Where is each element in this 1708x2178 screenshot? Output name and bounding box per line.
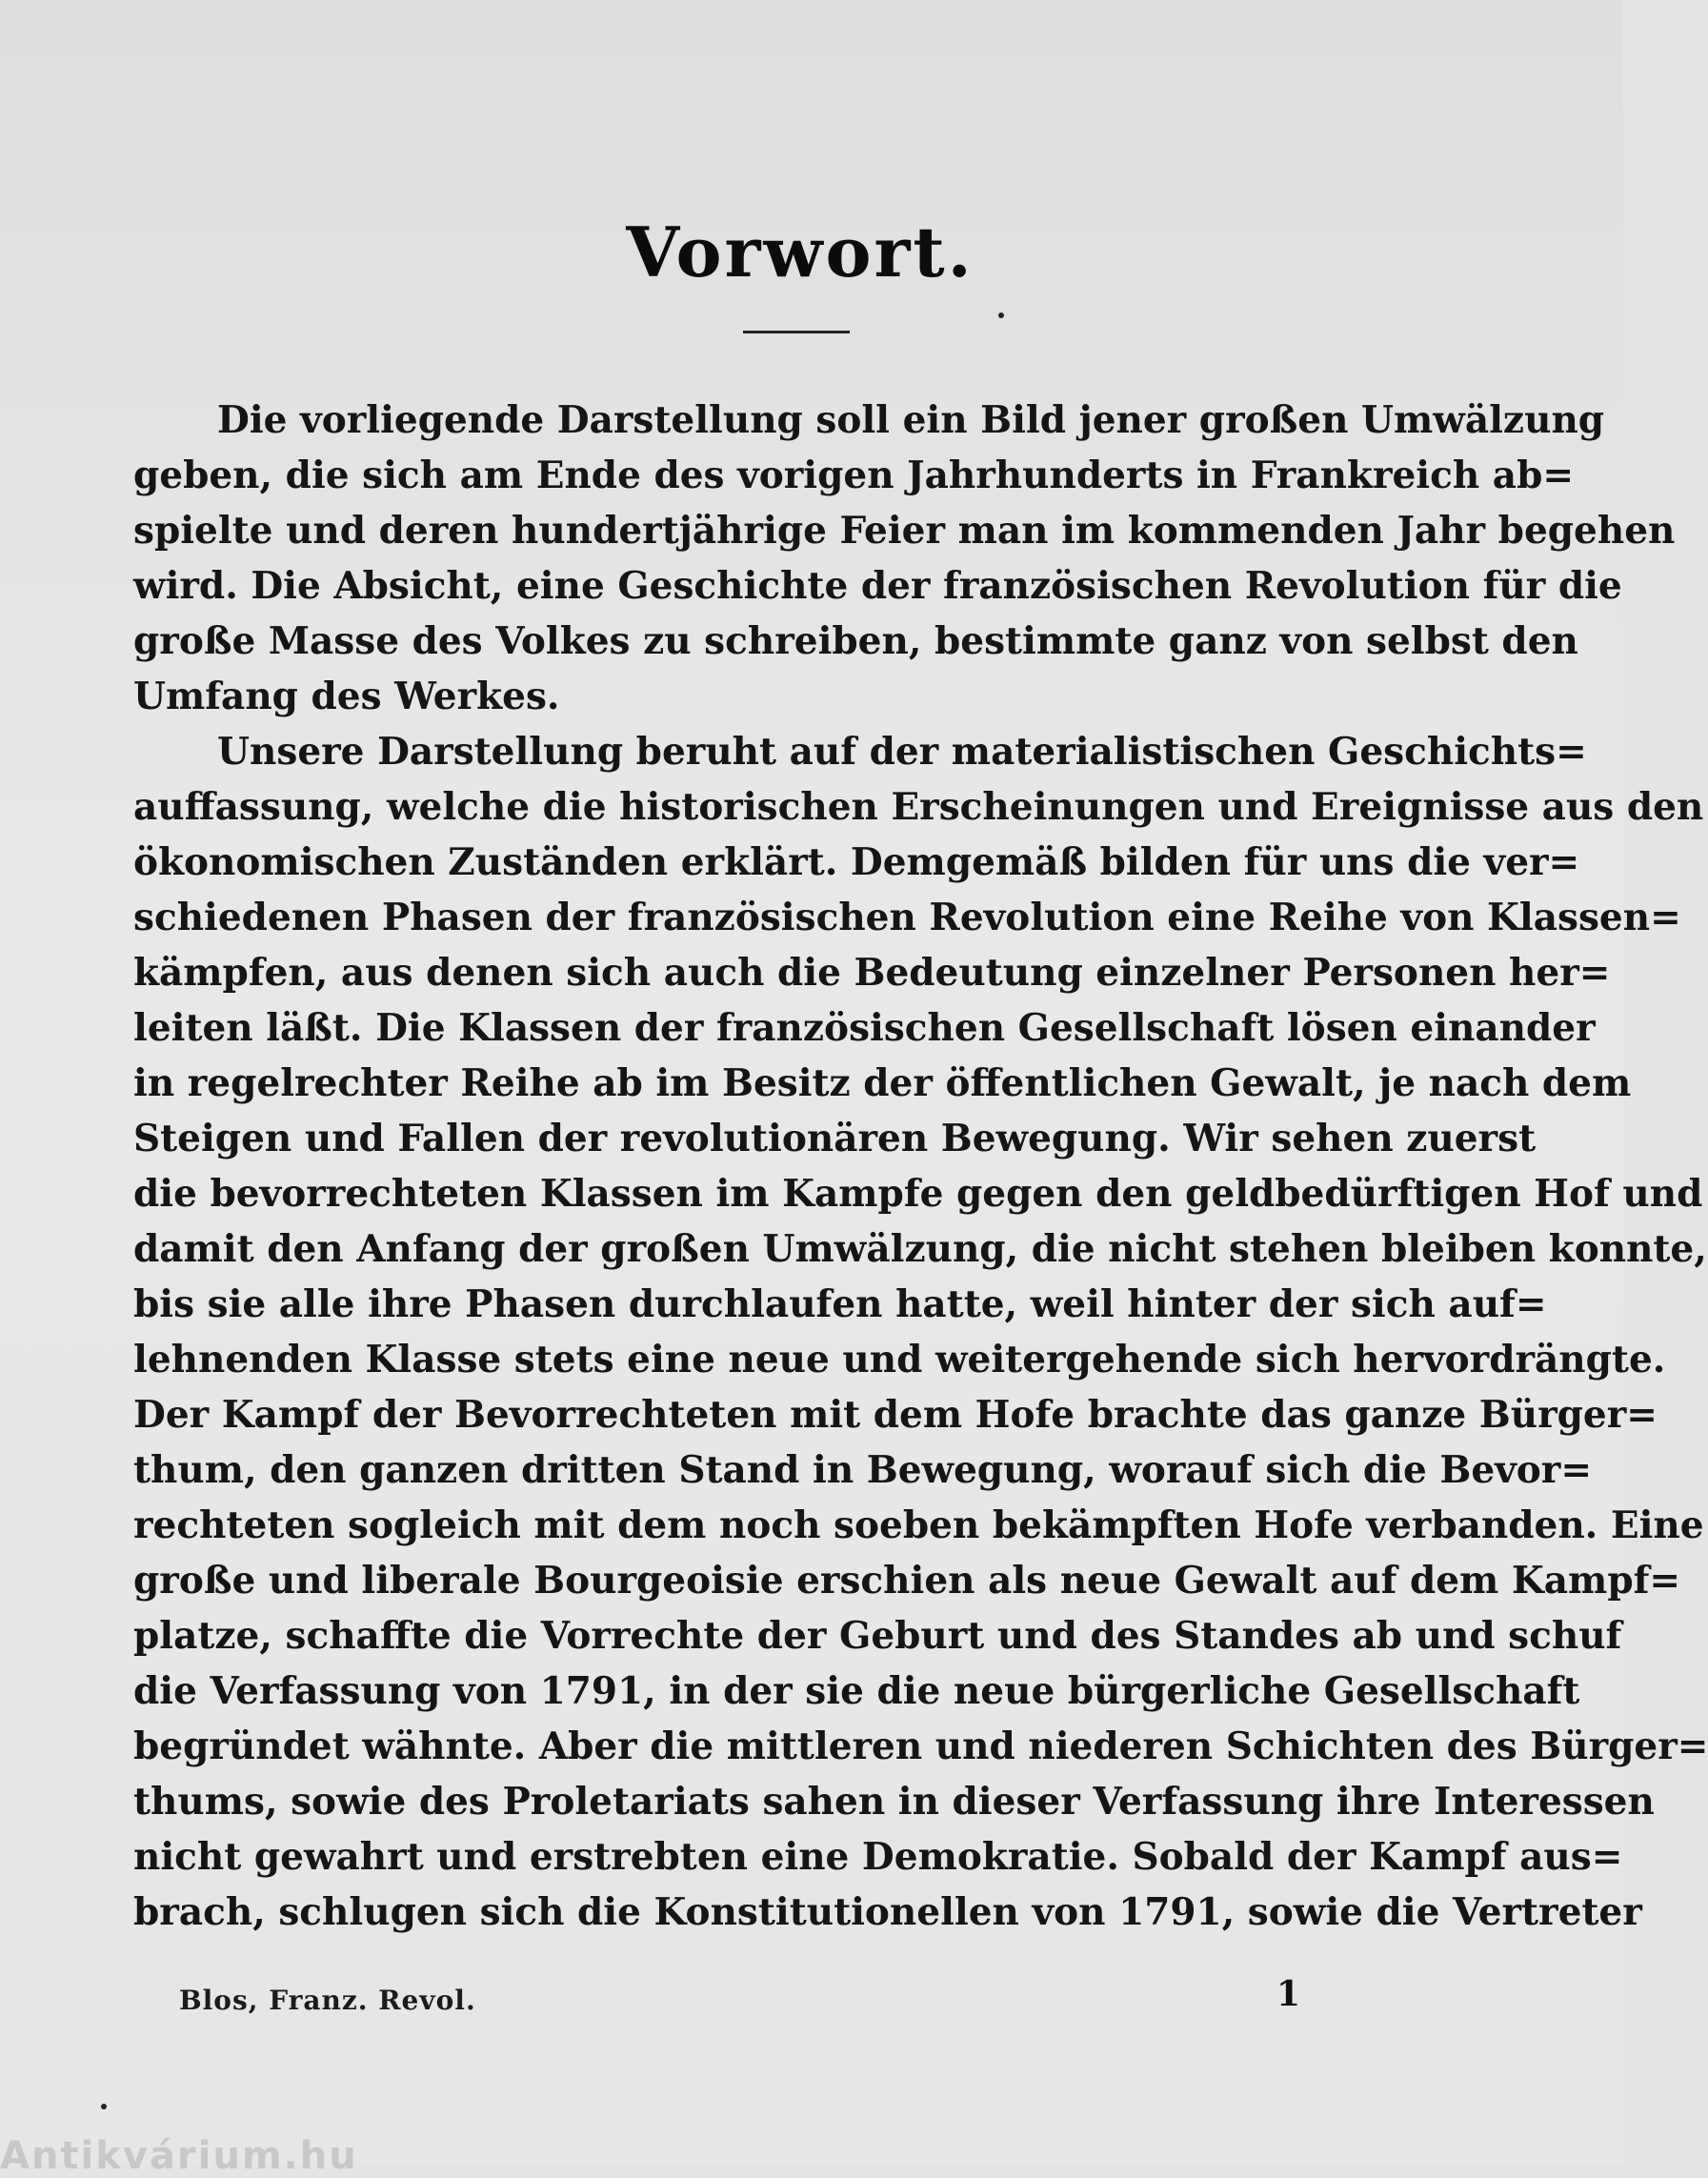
body-text [133, 393, 1708, 1940]
text-line: leiten läßt. Die Klassen der französischen Gesellschaft lösen einander [133, 1006, 1596, 1050]
text-line: damit den Anfang der großen Umwälzung, die nicht stehen bleiben konnte, [133, 1227, 1707, 1271]
text-line: Steigen und Fallen der revolutionären Bewegung. Wir sehen zuerst [133, 1117, 1537, 1160]
text-line: Der Kampf der Bevorrechteten mit dem Hofe brachte das ganze Bürger= [133, 1393, 1658, 1437]
text-line: spielte und deren hundertjährige Feier man im kommenden Jahr begehen [133, 509, 1676, 553]
text-line: große und liberale Bourgeoisie erschien als neue Gewalt auf dem Kampf= [133, 1559, 1681, 1603]
text-line: Umfang des Werkes. [133, 675, 560, 718]
signature-mark: Blos, Franz. Revol. [179, 1985, 476, 2016]
text-line: geben, die sich am Ende des vorigen Jahrhunderts in Frankreich ab= [133, 454, 1575, 497]
text-line: Die vorliegende Darstellung soll ein Bild jener großen Umwälzung [217, 398, 1605, 442]
page-number: 1 [1276, 1974, 1301, 2014]
text-line: die bevorrechteten Klassen im Kampfe gegen den geldbedürftigen Hof und [133, 1172, 1703, 1216]
text-line: große Masse des Volkes zu schreiben, bestimmte ganz von selbst den [133, 619, 1578, 663]
text-line: platze, schaffte die Vorrechte der Geburt und des Standes ab und schuf [133, 1614, 1622, 1658]
page-title: Vorwort. [626, 212, 975, 292]
title-rule [743, 331, 850, 333]
text-line: in regelrechter Reihe ab im Besitz der öffentlichen Gewalt, je nach dem [133, 1061, 1632, 1105]
text-line: ökonomischen Zuständen erklärt. Demgemäß bilden für uns die ver= [133, 840, 1580, 884]
ink-speck [998, 313, 1004, 318]
text-line: thum, den ganzen dritten Stand in Bewegung, worauf sich die Bevor= [133, 1448, 1593, 1492]
ink-speck [101, 2104, 107, 2109]
text-line: schiedenen Phasen der französischen Revolution eine Reihe von Klassen= [133, 896, 1681, 939]
text-line: kämpfen, aus denen sich auch die Bedeutung einzelner Personen her= [133, 951, 1611, 995]
text-line: rechteten sogleich mit dem noch soeben bekämpften Hofe verbanden. Eine [133, 1503, 1704, 1547]
text-line: Unsere Darstellung beruht auf der materialistischen Geschichts= [217, 730, 1587, 774]
text-line: thums, sowie des Proletariats sahen in dieser Verfassung ihre Interessen [133, 1780, 1655, 1824]
text-line: nicht gewahrt und erstrebten eine Demokratie. Sobald der Kampf aus= [133, 1835, 1623, 1879]
text-line: begründet wähnte. Aber die mittleren und niederen Schichten des Bürger= [133, 1724, 1708, 1768]
text-line: die Verfassung von 1791, in der sie die neue bürgerliche Gesellschaft [133, 1669, 1580, 1713]
text-line: auffassung, welche die historischen Erscheinungen und Ereignisse aus den [133, 785, 1704, 829]
text-line: brach, schlugen sich die Konstitutionellen von 1791, sowie die Vertreter [133, 1890, 1642, 1934]
text-line: bis sie alle ihre Phasen durchlaufen hatte, weil hinter der sich auf= [133, 1282, 1547, 1326]
text-line: wird. Die Absicht, eine Geschichte der französischen Revolution für die [133, 564, 1622, 608]
text-line: lehnenden Klasse stets eine neue und weitergehende sich hervordrängte. [133, 1338, 1666, 1381]
watermark: Antikvárium.hu [0, 2134, 358, 2178]
